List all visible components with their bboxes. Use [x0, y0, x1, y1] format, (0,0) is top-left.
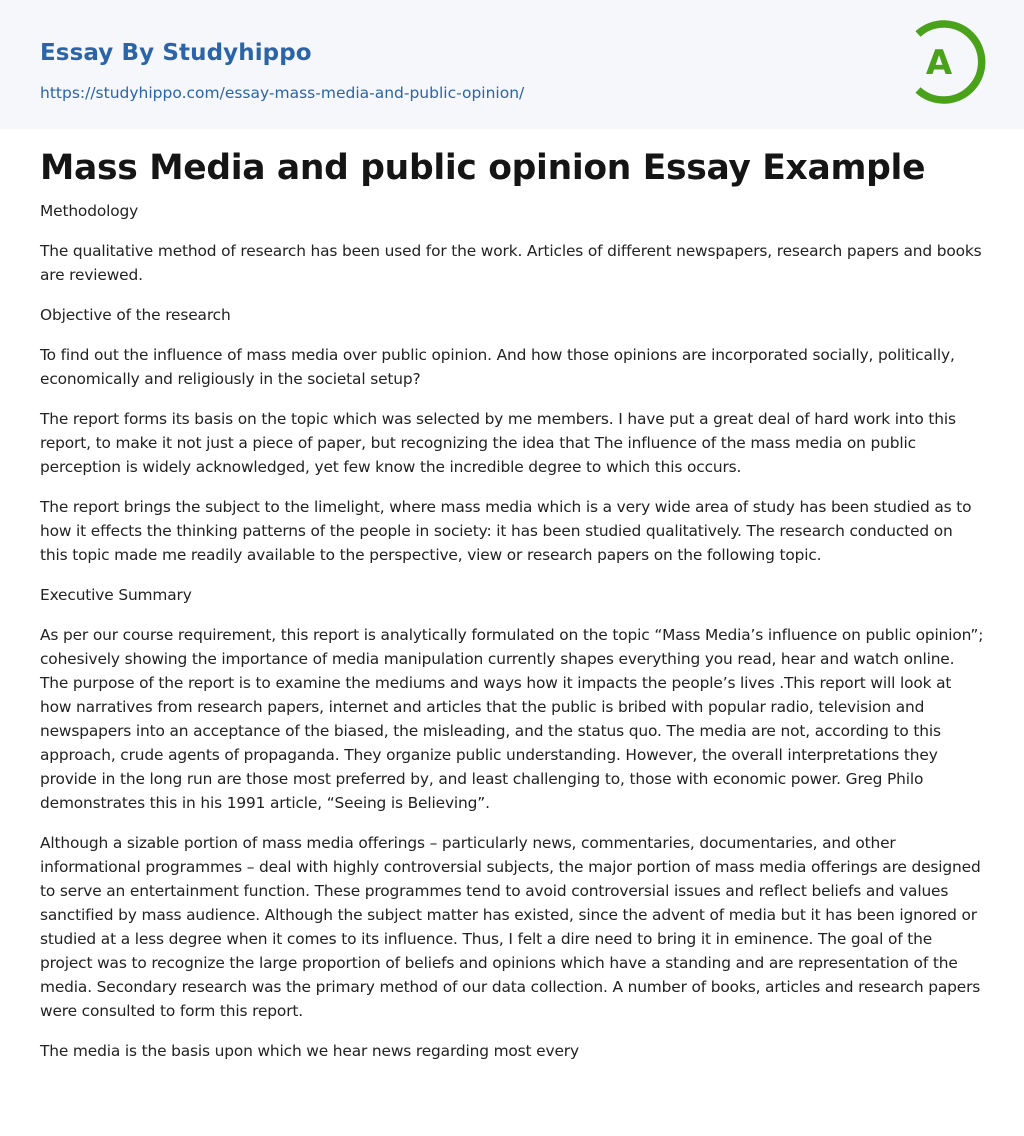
paragraph-truncated: The media is the basis upon which we hear news regarding most every: [40, 1042, 579, 1060]
paragraph: The report forms its basis on the topic which was selected by me members. I have put a great deal of hard work into this report, to make it not just a piece of paper, but recognizing the idea that The influence of the mass media on public perception is widely acknowledged, yet few know the incredible degree to which this occurs.: [40, 410, 956, 476]
svg-text:A: A: [925, 43, 953, 83]
paragraph: Although a sizable portion of mass media offerings – particularly news, commentaries, documentaries, and other informational programmes – deal with highly controversial subjects, the major portion of mass media offerings are designed to serve an entertainment function. These programmes tend to avoid controversial issues and reflect beliefs and values sanctified by mass audience. Although the subject matter has existed, since the advent of media but it has been ignored or studied at a less degree when it comes to its influence. Thus, I felt a dire need to bring it in eminence. The goal of the project was to recognize the large proportion of beliefs and opinions which have a standing and are representation of the media. Secondary research was the primary method of our data collection. A number of books, articles and research papers were consulted to form this report.: [40, 834, 981, 1020]
section-heading-executive-summary: Executive Summary: [40, 586, 192, 604]
section-heading-objective: Objective of the research: [40, 306, 231, 324]
paragraph: As per our course requirement, this report is analytically formulated on the topic “Mass Media’s influence on public opinion”; cohesively showing the importance of media manipulation currently shapes everything you read, hear and watch online. The purpose of the report is to examine the mediums and ways how it impacts the people’s lives .This report will look at how narratives from research papers, internet and articles that the public is bribed with popular radio, television and newspapers into an acceptance of the biased, the misleading, and the status quo. The media are not, according to this approach, crude agents of propaganda. They organize public understanding. However, the overall interpretations they provide in the long run are those most preferred by, and least challenging to, those with economic power. Greg Philo demonstrates this in his 1991 article, “Seeing is Believing”.: [40, 626, 984, 812]
section-heading-methodology: Methodology: [40, 202, 139, 220]
site-name[interactable]: Essay By Studyhippo: [40, 40, 312, 66]
page-title: Mass Media and public opinion Essay Example: [40, 148, 926, 188]
studyhippo-logo-icon[interactable]: [912, 19, 986, 105]
page-url-link[interactable]: https://studyhippo.com/essay-mass-media-and-public-opinion/: [40, 84, 525, 102]
paragraph: The qualitative method of research has been used for the work. Articles of different newspapers, research papers and books are reviewed.: [40, 242, 982, 284]
site-header: [0, 0, 1024, 129]
article: [0, 147, 1024, 1063]
paragraph: To find out the influence of mass media over public opinion. And how those opinions are incorporated socially, politically, economically and religiously in the societal setup?: [40, 346, 955, 388]
paragraph: The report brings the subject to the limelight, where mass media which is a very wide area of study has been studied as to how it effects the thinking patterns of the people in society: it has been studied qualitatively. The research conducted on this topic made me readily available to the perspective, view or research papers on the following topic.: [40, 498, 972, 564]
